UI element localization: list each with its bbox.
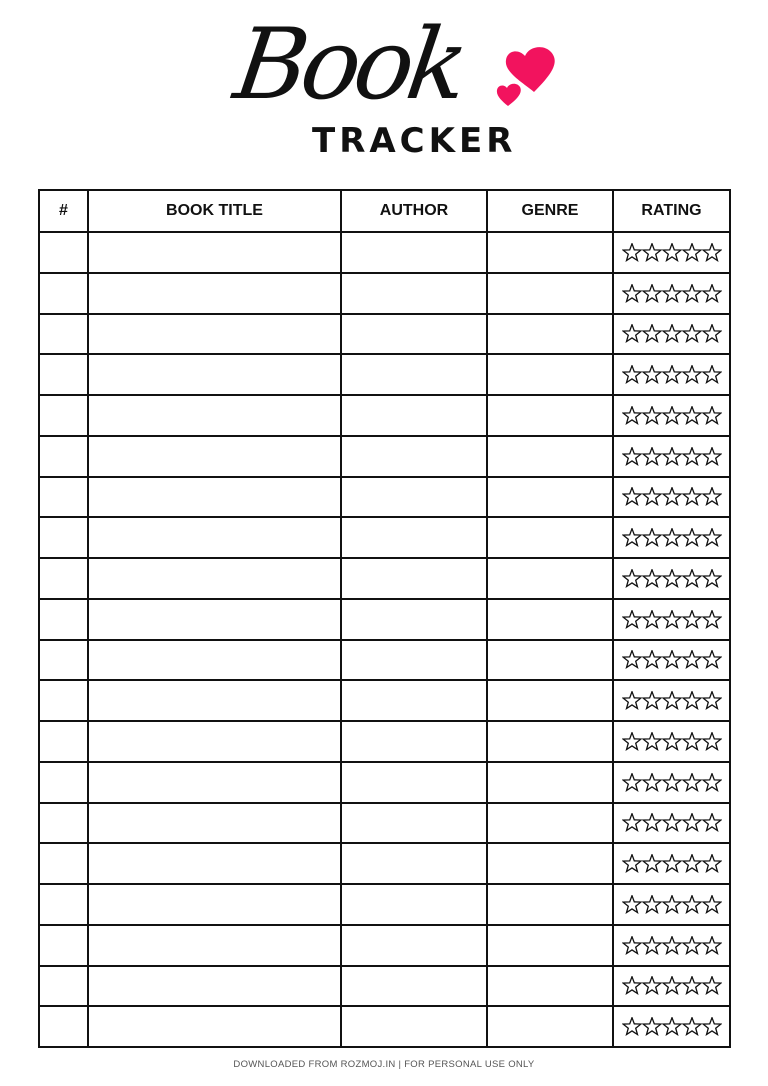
star-icon [683,896,701,913]
table-row [39,558,730,599]
cell-book-title[interactable] [88,314,341,355]
five-star-outline-icon[interactable] [622,650,722,669]
star-icon [643,1018,661,1035]
star-icon [623,325,641,342]
cell-book-title[interactable] [88,354,341,395]
star-icon [683,325,701,342]
star-icon [663,610,681,627]
cell-author[interactable] [341,517,487,558]
star-icon [643,692,661,709]
table-header-row [39,190,730,232]
cell-author[interactable] [341,314,487,355]
table-row [39,395,730,436]
star-icon [663,896,681,913]
star-icon [683,1018,701,1035]
cell-author[interactable] [341,477,487,518]
title-tracker: TRACKER [312,121,517,161]
cell-genre[interactable] [487,640,613,681]
star-icon [643,855,661,872]
small-heart-icon [497,84,521,106]
cell-genre[interactable] [487,354,613,395]
star-icon [683,773,701,790]
star-icon [703,692,721,709]
five-star-outline-icon[interactable] [622,976,722,995]
five-star-outline-icon[interactable] [622,569,722,588]
table-row [39,925,730,966]
star-icon [643,814,661,831]
cell-genre[interactable] [487,477,613,518]
star-icon [703,284,721,301]
cell-book-title[interactable] [88,843,341,884]
cell-author[interactable] [341,762,487,803]
cell-number[interactable] [39,354,88,395]
star-icon [703,610,721,627]
hearts-icon [494,44,564,108]
cell-genre[interactable] [487,680,613,721]
cell-book-title[interactable] [88,925,341,966]
star-icon [663,773,681,790]
cell-rating[interactable] [613,1006,730,1047]
column-header-book-title: BOOK TITLE [88,190,341,232]
cell-genre[interactable] [487,966,613,1007]
star-icon [683,529,701,546]
star-icon [623,488,641,505]
cell-author[interactable] [341,395,487,436]
star-icon [643,610,661,627]
star-icon [703,855,721,872]
five-star-outline-icon[interactable] [622,732,722,751]
star-icon [623,977,641,994]
five-star-outline-icon[interactable] [622,610,722,629]
star-icon [683,977,701,994]
cell-genre[interactable] [487,721,613,762]
table-row [39,599,730,640]
cell-genre[interactable] [487,314,613,355]
table-row [39,232,730,273]
star-icon [663,733,681,750]
cell-book-title[interactable] [88,558,341,599]
star-icon [663,366,681,383]
star-icon [623,773,641,790]
cell-author[interactable] [341,843,487,884]
star-icon [663,814,681,831]
cell-book-title[interactable] [88,680,341,721]
cell-rating[interactable] [613,273,730,314]
five-star-outline-icon[interactable] [622,528,722,547]
star-icon [643,488,661,505]
star-icon [703,896,721,913]
star-icon [683,610,701,627]
title-script: Book [227,8,470,122]
star-icon [663,936,681,953]
star-icon [683,284,701,301]
cell-rating[interactable] [613,640,730,681]
cell-rating[interactable] [613,517,730,558]
table-row [39,762,730,803]
star-icon [623,896,641,913]
cell-book-title[interactable] [88,477,341,518]
star-icon [703,488,721,505]
cell-book-title[interactable] [88,721,341,762]
star-icon [643,447,661,464]
cell-rating[interactable] [613,925,730,966]
cell-genre[interactable] [487,558,613,599]
table-row [39,640,730,681]
star-icon [663,284,681,301]
five-star-outline-icon[interactable] [622,813,722,832]
five-star-outline-icon[interactable] [622,243,722,262]
cell-number[interactable] [39,762,88,803]
star-icon [643,936,661,953]
cell-rating[interactable] [613,680,730,721]
table-row [39,477,730,518]
five-star-outline-icon[interactable] [622,406,722,425]
star-icon [643,244,661,261]
star-icon [643,896,661,913]
table-row [39,803,730,844]
cell-genre[interactable] [487,436,613,477]
star-icon [683,733,701,750]
table-row [39,436,730,477]
cell-author[interactable] [341,680,487,721]
star-icon [703,366,721,383]
star-icon [683,570,701,587]
star-icon [663,529,681,546]
table-row [39,884,730,925]
cell-number[interactable] [39,925,88,966]
cell-rating[interactable] [613,966,730,1007]
star-icon [623,529,641,546]
cell-rating[interactable] [613,803,730,844]
cell-genre[interactable] [487,395,613,436]
star-icon [683,692,701,709]
cell-book-title[interactable] [88,640,341,681]
cell-number[interactable] [39,314,88,355]
cell-book-title[interactable] [88,966,341,1007]
star-icon [623,814,641,831]
page-header [0,0,768,180]
star-icon [703,1018,721,1035]
star-icon [703,773,721,790]
star-icon [643,407,661,424]
star-icon [643,977,661,994]
cell-author[interactable] [341,599,487,640]
cell-author[interactable] [341,640,487,681]
cell-genre[interactable] [487,599,613,640]
five-star-outline-icon[interactable] [622,936,722,955]
star-icon [683,447,701,464]
cell-author[interactable] [341,925,487,966]
cell-number[interactable] [39,680,88,721]
table-body [39,232,730,1047]
star-icon [663,977,681,994]
column-header-author: AUTHOR [341,190,487,232]
cell-number[interactable] [39,395,88,436]
cell-number[interactable] [39,1006,88,1047]
table-row [39,354,730,395]
star-icon [703,570,721,587]
star-icon [643,284,661,301]
five-star-outline-icon[interactable] [622,854,722,873]
star-icon [703,733,721,750]
cell-rating[interactable] [613,599,730,640]
star-icon [663,244,681,261]
star-icon [643,773,661,790]
five-star-outline-icon[interactable] [622,324,722,343]
cell-rating[interactable] [613,314,730,355]
cell-rating[interactable] [613,395,730,436]
cell-rating[interactable] [613,721,730,762]
cell-number[interactable] [39,232,88,273]
five-star-outline-icon[interactable] [622,895,722,914]
cell-number[interactable] [39,273,88,314]
star-icon [703,325,721,342]
star-icon [703,529,721,546]
cell-genre[interactable] [487,273,613,314]
five-star-outline-icon[interactable] [622,487,722,506]
five-star-outline-icon[interactable] [622,691,722,710]
table-row [39,966,730,1007]
five-star-outline-icon[interactable] [622,365,722,384]
star-icon [643,325,661,342]
star-icon [683,855,701,872]
cell-genre[interactable] [487,884,613,925]
cell-book-title[interactable] [88,273,341,314]
column-header-number: # [39,190,88,232]
cell-number[interactable] [39,477,88,518]
star-icon [683,488,701,505]
cell-genre[interactable] [487,843,613,884]
cell-author[interactable] [341,354,487,395]
star-icon [623,610,641,627]
cell-author[interactable] [341,232,487,273]
star-icon [703,936,721,953]
star-icon [683,651,701,668]
cell-rating[interactable] [613,884,730,925]
five-star-outline-icon[interactable] [622,447,722,466]
star-icon [623,855,641,872]
cell-author[interactable] [341,1006,487,1047]
star-icon [703,447,721,464]
star-icon [703,407,721,424]
star-icon [643,366,661,383]
cell-genre[interactable] [487,232,613,273]
star-icon [623,1018,641,1035]
star-icon [623,447,641,464]
cell-author[interactable] [341,721,487,762]
star-icon [623,284,641,301]
cell-number[interactable] [39,558,88,599]
star-icon [683,814,701,831]
table-row [39,721,730,762]
cell-rating[interactable] [613,477,730,518]
cell-rating[interactable] [613,436,730,477]
cell-book-title[interactable] [88,395,341,436]
column-header-rating: RATING [613,190,730,232]
cell-book-title[interactable] [88,436,341,477]
cell-genre[interactable] [487,925,613,966]
table-row [39,680,730,721]
table-row [39,273,730,314]
cell-book-title[interactable] [88,884,341,925]
star-icon [643,651,661,668]
book-tracker-table [38,189,731,1048]
star-icon [703,651,721,668]
cell-genre[interactable] [487,762,613,803]
star-icon [623,651,641,668]
cell-rating[interactable] [613,843,730,884]
star-icon [663,488,681,505]
star-icon [663,651,681,668]
table-row [39,314,730,355]
star-icon [683,936,701,953]
star-icon [663,325,681,342]
star-icon [663,570,681,587]
cell-number[interactable] [39,599,88,640]
star-icon [703,814,721,831]
cell-book-title[interactable] [88,232,341,273]
cell-number[interactable] [39,517,88,558]
cell-number[interactable] [39,721,88,762]
cell-author[interactable] [341,273,487,314]
cell-rating[interactable] [613,354,730,395]
five-star-outline-icon[interactable] [622,284,722,303]
cell-book-title[interactable] [88,1006,341,1047]
star-icon [683,366,701,383]
star-icon [683,407,701,424]
star-icon [623,692,641,709]
cell-rating[interactable] [613,762,730,803]
cell-author[interactable] [341,558,487,599]
table-row [39,517,730,558]
cell-number[interactable] [39,640,88,681]
cell-number[interactable] [39,884,88,925]
table-row [39,1006,730,1047]
star-icon [703,977,721,994]
column-header-genre: GENRE [487,190,613,232]
star-icon [643,733,661,750]
cell-number[interactable] [39,843,88,884]
star-icon [663,692,681,709]
cell-genre[interactable] [487,803,613,844]
star-icon [623,366,641,383]
star-icon [663,447,681,464]
five-star-outline-icon[interactable] [622,773,722,792]
table-row [39,843,730,884]
star-icon [683,244,701,261]
star-icon [643,570,661,587]
star-icon [663,407,681,424]
cell-author[interactable] [341,436,487,477]
cell-genre[interactable] [487,517,613,558]
star-icon [643,529,661,546]
cell-rating[interactable] [613,558,730,599]
five-star-outline-icon[interactable] [622,1017,722,1036]
star-icon [663,1018,681,1035]
cell-book-title[interactable] [88,803,341,844]
cell-book-title[interactable] [88,517,341,558]
star-icon [663,855,681,872]
cell-number[interactable] [39,803,88,844]
star-icon [623,407,641,424]
footer-note: DOWNLOADED FROM ROZMOJ.IN | FOR PERSONAL USE ONLY [233,1059,535,1070]
cell-author[interactable] [341,803,487,844]
star-icon [623,244,641,261]
cell-author[interactable] [341,966,487,1007]
star-icon [623,936,641,953]
cell-author[interactable] [341,884,487,925]
cell-number[interactable] [39,966,88,1007]
star-icon [623,733,641,750]
cell-rating[interactable] [613,232,730,273]
star-icon [703,244,721,261]
star-icon [623,570,641,587]
cell-number[interactable] [39,436,88,477]
cell-book-title[interactable] [88,762,341,803]
cell-book-title[interactable] [88,599,341,640]
cell-genre[interactable] [487,1006,613,1047]
